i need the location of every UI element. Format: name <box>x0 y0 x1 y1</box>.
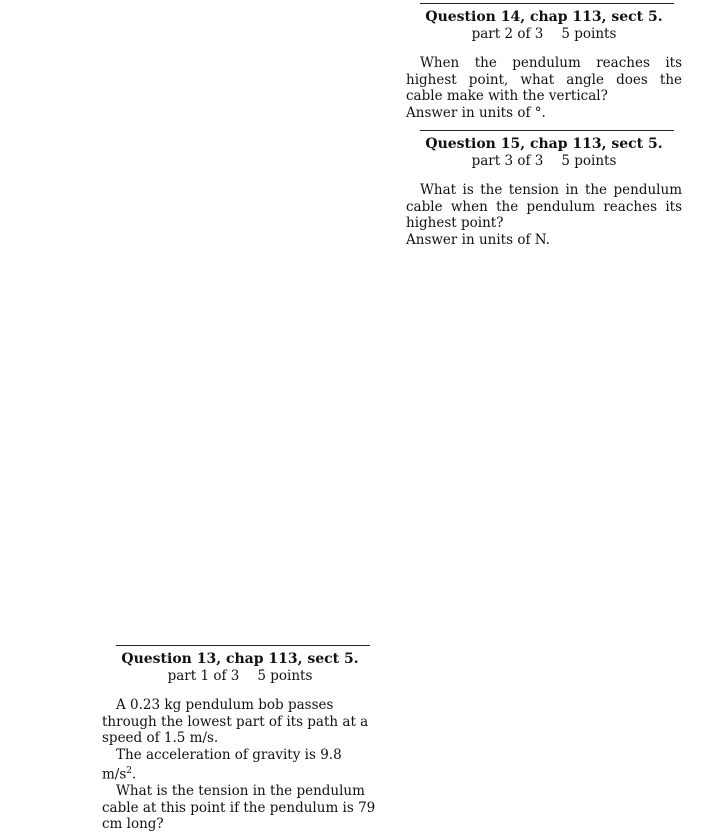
gravity-text: The acceleration of gravity is 9.8 m/s <box>102 746 342 783</box>
question-13 <box>102 645 378 833</box>
separator-rule <box>116 645 370 646</box>
answer-units: Answer in units of °. <box>406 104 546 121</box>
question-points: 5 points <box>561 26 617 42</box>
question-heading: Question 13, chap 113, sect 5. <box>121 651 359 667</box>
answer-units: Answer in units of N. <box>406 231 550 248</box>
separator-rule <box>420 3 674 4</box>
question-part: part 3 of 3 <box>471 153 544 169</box>
question-15 <box>406 130 682 248</box>
question-text: When the pendulum reaches its highest point, what angle does the cable make with the vertical? <box>406 55 682 104</box>
question-part: part 1 of 3 <box>167 668 240 684</box>
question-part-info <box>406 26 682 42</box>
question-points: 5 points <box>257 668 313 684</box>
question-part: part 2 of 3 <box>471 26 544 42</box>
separator-rule <box>420 130 674 131</box>
question-text: What is the tension in the pendulum cable at this point if the pendulum is 79 cm long? <box>102 783 376 832</box>
gravity-exponent: 2 <box>126 766 133 776</box>
gravity-statement <box>102 747 378 784</box>
question-text: A 0.23 kg pendulum bob passes through the lowest part of its path at a speed of 1.5 m/s. <box>102 697 369 746</box>
question-body <box>406 55 682 121</box>
question-text: What is the tension in the pendulum cable when the pendulum reaches its highest point? <box>406 182 682 231</box>
gravity-period: . <box>132 766 137 783</box>
question-body <box>406 182 682 248</box>
question-14 <box>406 3 682 121</box>
question-points: 5 points <box>561 153 617 169</box>
question-heading: Question 15, chap 113, sect 5. <box>425 136 663 152</box>
question-heading: Question 14, chap 113, sect 5. <box>425 9 663 25</box>
question-body <box>102 697 378 833</box>
question-part-info <box>102 668 378 684</box>
question-part-info <box>406 153 682 169</box>
